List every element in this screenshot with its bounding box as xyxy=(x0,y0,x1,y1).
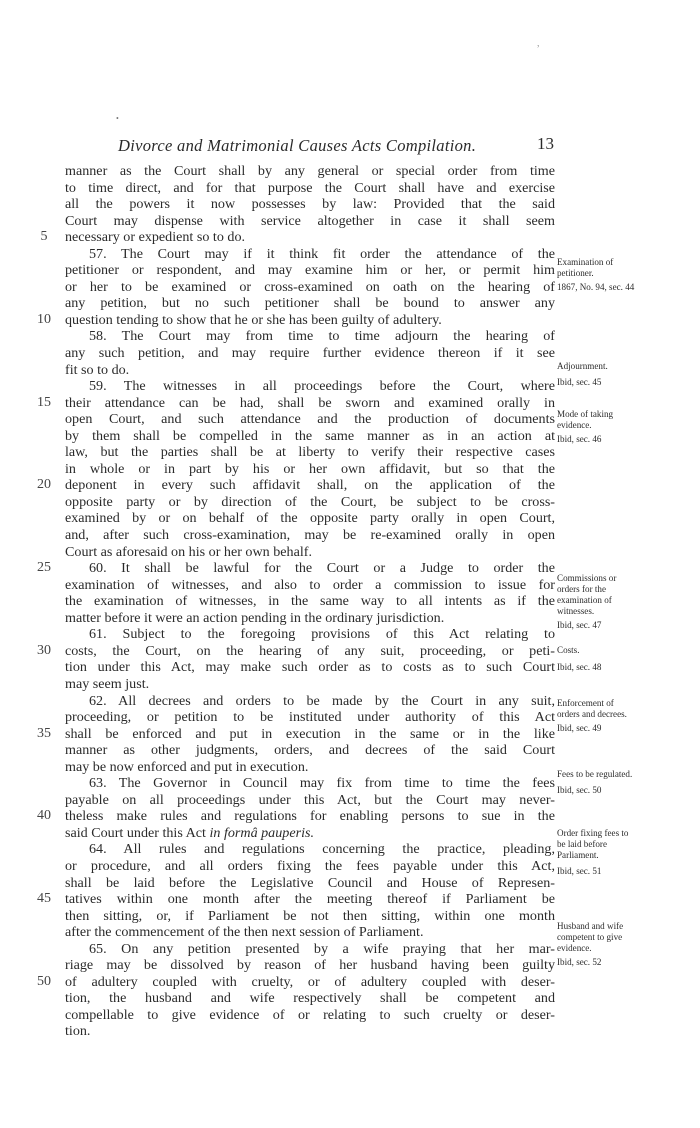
text-line xyxy=(65,1023,555,1040)
latin-phrase: in formâ pauperis. xyxy=(209,824,314,841)
margin-note-line: Order fixing fees to xyxy=(557,828,629,838)
text-line xyxy=(65,510,555,527)
line-text: tion. xyxy=(65,1023,91,1040)
line-text: 60. It shall be lawful for the Court or a Judge to order the xyxy=(89,560,555,577)
line-text: 59. The witnesses in all proceedings before the Court, where xyxy=(89,378,555,395)
text-line xyxy=(37,891,555,908)
line-text: open Court, and such attendance and the production of documents xyxy=(65,411,555,428)
line-text: the examination of witnesses, in the same way to all intents as if the xyxy=(65,593,555,610)
line-text: 65. On any petition presented by a wife praying that her mar- xyxy=(89,940,555,957)
margin-note-line: Mode of taking xyxy=(557,409,614,419)
margin-note-line: orders and decrees. xyxy=(557,709,627,719)
text-line xyxy=(37,808,555,825)
margin-note-line: Fees to be regulated. xyxy=(557,769,633,779)
line-number: 45 xyxy=(37,891,51,907)
text-line xyxy=(65,709,555,726)
text-line xyxy=(37,642,555,660)
text-line xyxy=(65,295,555,312)
line-text: shall be enforced and put in execution in the same or in the like xyxy=(65,725,555,742)
margin-note-line: Husband and wife xyxy=(557,921,624,931)
line-text: to time direct, and for that purpose the Court shall have and exercise xyxy=(65,179,555,196)
text-line xyxy=(65,941,555,958)
text-line xyxy=(65,411,555,428)
line-text: Court as aforesaid on his or her own behalf. xyxy=(65,543,312,560)
text-line xyxy=(65,875,555,892)
running-head: Divorce and Matrimonial Causes Acts Compilation. xyxy=(118,136,477,155)
margin-note-line: Ibid, sec. 46 xyxy=(557,434,602,444)
line-text: riage may be dissolved by reason of her husband having been guilty xyxy=(65,957,555,974)
text-line xyxy=(65,378,555,395)
line-text: 62. All decrees and orders to be made by the Court in any suit, xyxy=(89,692,555,709)
text-line xyxy=(65,759,555,776)
margin-note-line: competent to give xyxy=(557,932,623,942)
line-number: 20 xyxy=(37,477,51,493)
text-line xyxy=(65,362,555,379)
text-line xyxy=(65,196,555,213)
ink-dot: • xyxy=(116,114,119,123)
margin-note-line: 1867, No. 94, sec. 44 xyxy=(557,282,635,292)
text-line xyxy=(65,180,555,197)
text-line xyxy=(65,461,555,478)
text-line xyxy=(37,394,555,412)
text-line xyxy=(65,908,555,925)
text-line xyxy=(65,610,555,627)
line-text: tion under this Act, may make such order as to costs as to such Court xyxy=(65,659,555,676)
line-text: by them shall be compelled in the same manner as in an action at xyxy=(65,427,555,444)
line-text: costs, the Court, on the hearing of any suit, proceeding, or peti- xyxy=(65,642,555,659)
text-line xyxy=(65,693,555,710)
text-line xyxy=(65,841,555,858)
text-line xyxy=(65,924,555,941)
line-text: or procedure, and all orders fixing the fees payable under this Act, xyxy=(65,857,555,874)
text-line xyxy=(65,494,555,511)
margin-note-line: Ibid, sec. 48 xyxy=(557,662,602,672)
line-text: 58. The Court may from time to time adjourn the hearing of xyxy=(89,328,555,345)
text-line xyxy=(65,676,555,693)
margin-note-line: Examination of xyxy=(557,257,614,267)
body-text xyxy=(37,163,555,1040)
text-line xyxy=(37,725,555,743)
line-text: or her to be examined or cross-examined on oath on the hearing of xyxy=(65,278,555,295)
line-text: manner as other judgments, orders, and decrees of the said Court xyxy=(65,742,555,759)
margin-note-line: Costs. xyxy=(557,645,580,655)
page-header xyxy=(118,136,554,158)
text-line xyxy=(65,527,555,544)
margin-note-line: orders for the xyxy=(557,584,606,594)
text-line xyxy=(65,577,555,594)
text-line xyxy=(65,428,555,445)
margin-note-line: witnesses. xyxy=(557,606,595,616)
line-text: petitioner or respondent, and may examine him or her, or permit him xyxy=(65,262,555,279)
line-text: their attendance can be had, shall be sworn and examined orally in xyxy=(65,394,555,411)
line-number: 50 xyxy=(37,973,51,989)
margin-note-line: Ibid, sec. 51 xyxy=(557,866,602,876)
text-line xyxy=(65,444,555,461)
line-text: opposite party or by direction of the Court, be subject to be cross- xyxy=(65,493,555,510)
text-line xyxy=(65,544,555,561)
margin-note-line: Commissions or xyxy=(557,573,617,583)
text-line xyxy=(65,246,555,263)
text-line xyxy=(65,593,555,610)
line-text: all the powers it now possesses by law: Provided that the said xyxy=(65,196,555,213)
margin-note-line: evidence. xyxy=(557,943,592,953)
text-line xyxy=(65,213,555,230)
text-line xyxy=(65,858,555,875)
margin-note-line: evidence. xyxy=(557,420,592,430)
line-text: necessary or expedient so to do. xyxy=(65,229,246,246)
text-line xyxy=(65,626,555,643)
line-number: 10 xyxy=(37,311,51,327)
line-number: 5 xyxy=(40,229,48,245)
page-number: 13 xyxy=(537,134,554,153)
line-text: shall be laid before the Legislative Council and House of Represen- xyxy=(65,874,555,891)
line-text: manner as the Court shall by any general or special order from time xyxy=(65,163,555,179)
line-text: may seem just. xyxy=(65,675,150,692)
text-line xyxy=(37,560,555,577)
line-text: examined by or on behalf of the opposite party orally in open Court, xyxy=(65,510,555,527)
text-line xyxy=(65,990,555,1007)
text-line xyxy=(65,345,555,362)
line-text: of adultery coupled with cruelty, or of adultery coupled with deser- xyxy=(65,973,555,990)
text-line xyxy=(65,825,555,842)
line-text: tion, the husband and wife respectively shall be competent and xyxy=(65,990,555,1007)
line-text: any petition, but no such petitioner shall be bound to answer any xyxy=(65,295,555,312)
margin-note-line: Enforcement of xyxy=(557,698,614,708)
text-line xyxy=(65,1007,555,1024)
line-text: 61. Subject to the foregoing provisions of this Act relating to xyxy=(89,626,555,643)
line-number: 30 xyxy=(37,642,51,658)
margin-note-line: Ibid, sec. 52 xyxy=(557,957,602,967)
text-line xyxy=(65,262,555,279)
corner-mark: , xyxy=(537,38,540,49)
text-line xyxy=(65,659,555,676)
margin-note-line: Ibid, sec. 49 xyxy=(557,723,602,733)
text-line xyxy=(65,328,555,345)
margin-note-line: examination of xyxy=(557,595,612,605)
line-text: compellable to give evidence of or relating to such cruelty or deser- xyxy=(65,1006,555,1023)
line-text: matter before it were an action pending in the ordinary jurisdiction. xyxy=(65,609,445,626)
line-text: law, but the parties shall be at liberty to verify their respective cases xyxy=(65,444,555,461)
line-text: may be now enforced and put in execution. xyxy=(65,758,309,775)
margin-note-line: Ibid, sec. 45 xyxy=(557,377,602,387)
line-text: fit so to do. xyxy=(65,361,130,378)
line-text: in whole or in part by his or her own affidavit, but so that the xyxy=(65,460,555,477)
line-text: question tending to show that he or she has been guilty of adultery. xyxy=(65,311,442,328)
line-text: after the commencement of the then next session of Parliament. xyxy=(65,924,424,941)
text-line xyxy=(65,775,555,792)
line-text: 64. All rules and regulations concerning the practice, pleading, xyxy=(89,841,555,858)
margin-note-line: Parliament. xyxy=(557,850,599,860)
line-number: 35 xyxy=(37,725,51,741)
line-number: 15 xyxy=(37,394,51,410)
line-number: 40 xyxy=(37,808,51,824)
line-text: 57. The Court may if it think fit order the attendance of the xyxy=(89,245,555,262)
line-text: tatives within one month after the meeting thereof if Parliament be xyxy=(65,891,555,908)
text-line xyxy=(65,957,555,974)
line-text: payable on all proceedings under this Act, but the Court may never- xyxy=(65,791,555,808)
text-line xyxy=(37,973,555,991)
line-number: 25 xyxy=(37,560,51,576)
margin-note-line: be laid before xyxy=(557,839,607,849)
text-line xyxy=(37,311,555,329)
margin-note-line: Ibid, sec. 50 xyxy=(557,785,602,795)
line-text: any such petition, and may require further evidence thereon if it see xyxy=(65,345,555,362)
line-text: examination of witnesses, and also to order a commission to issue for xyxy=(65,576,555,593)
line-text: proceeding, or petition to be instituted under authority of this Act xyxy=(65,709,555,726)
text-line xyxy=(40,229,555,246)
line-text: theless make rules and regulations for enabling persons to sue in the xyxy=(65,808,555,825)
margin-note-line: Ibid, sec. 47 xyxy=(557,620,602,630)
line-text: said Court under this Act in formâ pauperis. xyxy=(65,824,314,841)
line-text: 63. The Governor in Council may fix from time to time the fees xyxy=(89,775,555,792)
line-text: and, after such cross-examination, may be re-examined orally in open xyxy=(65,527,555,544)
line-text: then sitting, or, if Parliament be not then sitting, within one month xyxy=(65,907,555,924)
text-line xyxy=(65,163,555,180)
margin-note-line: Adjournment. xyxy=(557,361,608,371)
margin-note-line: petitioner. xyxy=(557,268,594,278)
text-line xyxy=(65,279,555,296)
line-text: deponent in every such affidavit shall, on the application of the xyxy=(65,477,555,494)
text-line xyxy=(65,792,555,809)
text-line xyxy=(65,742,555,759)
text-line xyxy=(37,477,555,494)
line-text: Court may dispense with service altogether in case it shall seem xyxy=(65,212,555,229)
